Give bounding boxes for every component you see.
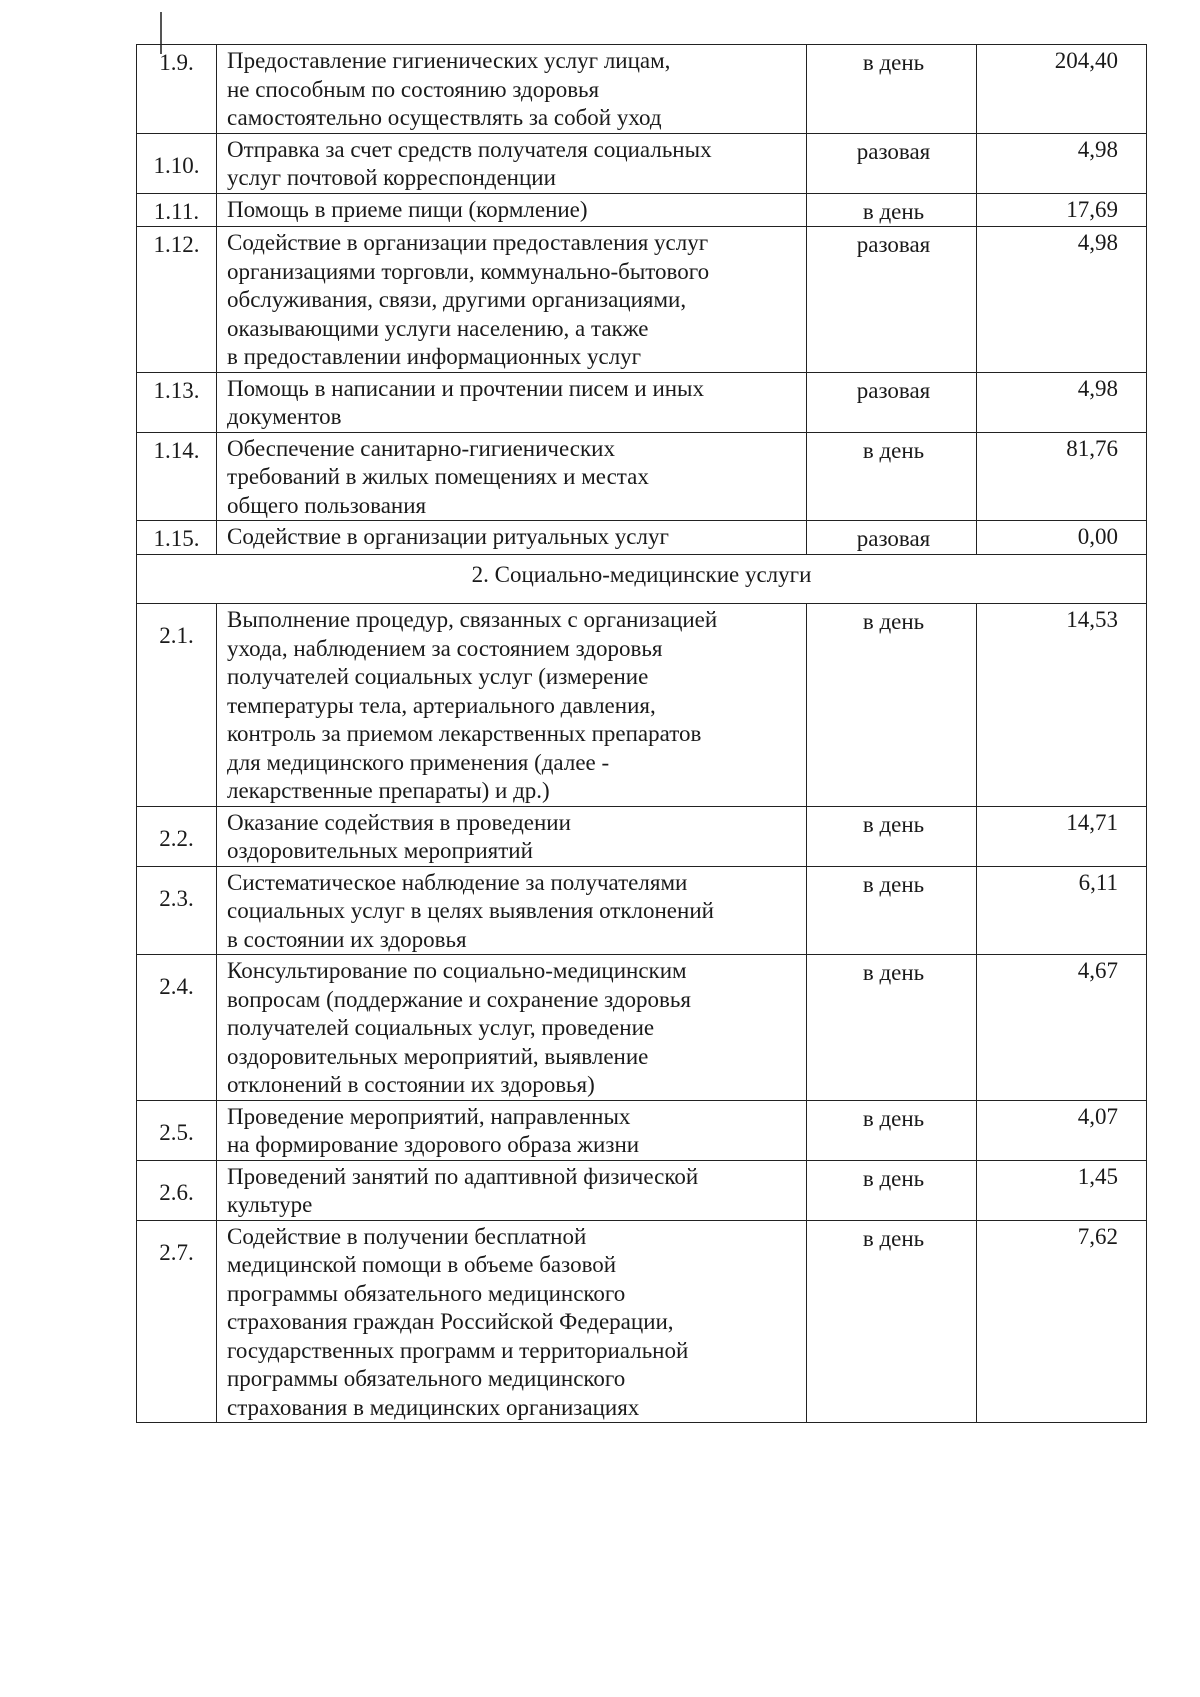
table-row	[137, 45, 1147, 134]
table-row	[137, 955, 1147, 1101]
service-price: 4,98	[977, 227, 1147, 373]
service-description: Содействие в организации предоставления услуг организациями торговли, коммунально-бытового обслуживания, связи, другими организациями, оказывающими услуги населению, а также в предоставлении информационных услуг	[217, 227, 807, 373]
service-description: Проведение мероприятий, направленных на формирование здорового образа жизни	[217, 1100, 807, 1160]
service-description: Выполнение процедур, связанных с организацией ухода, наблюдением за состоянием здоровья получателей социальных услуг (измерение температуры тела, артериального давления, контроль за приемом лекарственных препаратов для медицинского применения (далее - лекарственные препараты) и др.)	[217, 604, 807, 807]
row-number: 2.2.	[137, 806, 217, 866]
service-description: Содействие в получении бесплатной медицинской помощи в объеме базовой программы обязательного медицинского страхования граждан Российской Федерации, государственных программ и территориальной программы обязательного медицинского страхования в медицинских организациях	[217, 1220, 807, 1423]
services-tariff-table	[136, 44, 1147, 1423]
service-price: 4,67	[977, 955, 1147, 1101]
table-row	[137, 866, 1147, 955]
table-row	[137, 1220, 1147, 1423]
service-description: Обеспечение санитарно-гигиенических требований в жилых помещениях и местах общего пользования	[217, 432, 807, 521]
table-row	[137, 806, 1147, 866]
service-description: Консультирование по социально-медицинским вопросам (поддержание и сохранение здоровья получателей социальных услуг, проведение оздоровительных мероприятий, выявление отклонений в состоянии их здоровья)	[217, 955, 807, 1101]
section-title: 2. Социально-медицинские услуги	[137, 554, 1147, 604]
service-price: 14,53	[977, 604, 1147, 807]
service-unit: в день	[807, 1160, 977, 1220]
service-price: 204,40	[977, 45, 1147, 134]
row-number: 1.9.	[137, 45, 217, 134]
service-price: 1,45	[977, 1160, 1147, 1220]
service-description: Содействие в организации ритуальных услуг	[217, 521, 807, 555]
service-unit: разовая	[807, 133, 977, 193]
table-row	[137, 1100, 1147, 1160]
service-price: 17,69	[977, 193, 1147, 227]
service-description: Проведений занятий по адаптивной физической культуре	[217, 1160, 807, 1220]
row-number: 2.6.	[137, 1160, 217, 1220]
service-price: 4,98	[977, 133, 1147, 193]
service-unit: в день	[807, 866, 977, 955]
table-row	[137, 521, 1147, 555]
section-header-row	[137, 554, 1147, 604]
table-row	[137, 193, 1147, 227]
table-row	[137, 227, 1147, 373]
service-price: 4,07	[977, 1100, 1147, 1160]
table-row	[137, 1160, 1147, 1220]
row-number: 2.1.	[137, 604, 217, 807]
service-price: 14,71	[977, 806, 1147, 866]
service-price: 6,11	[977, 866, 1147, 955]
service-description: Помощь в написании и прочтении писем и иных документов	[217, 372, 807, 432]
table-row	[137, 604, 1147, 807]
row-number: 2.4.	[137, 955, 217, 1101]
service-description: Помощь в приеме пищи (кормление)	[217, 193, 807, 227]
service-unit: разовая	[807, 521, 977, 555]
row-number: 1.10.	[137, 133, 217, 193]
table-row	[137, 432, 1147, 521]
row-number: 1.12.	[137, 227, 217, 373]
table-row	[137, 133, 1147, 193]
row-number: 1.15.	[137, 521, 217, 555]
services-tariff-table-page	[136, 44, 1146, 1423]
service-unit: в день	[807, 45, 977, 134]
service-price: 7,62	[977, 1220, 1147, 1423]
service-price: 81,76	[977, 432, 1147, 521]
service-description: Предоставление гигиенических услуг лицам, не способным по состоянию здоровья самостоятельно осуществлять за собой уход	[217, 45, 807, 134]
service-description: Систематическое наблюдение за получателями социальных услуг в целях выявления отклонений в состоянии их здоровья	[217, 866, 807, 955]
service-unit: в день	[807, 806, 977, 866]
service-unit: разовая	[807, 227, 977, 373]
row-number: 1.14.	[137, 432, 217, 521]
service-price: 0,00	[977, 521, 1147, 555]
service-price: 4,98	[977, 372, 1147, 432]
service-unit: в день	[807, 432, 977, 521]
row-number: 2.7.	[137, 1220, 217, 1423]
service-unit: в день	[807, 193, 977, 227]
row-number: 1.13.	[137, 372, 217, 432]
service-unit: в день	[807, 604, 977, 807]
row-number: 2.5.	[137, 1100, 217, 1160]
service-description: Оказание содействия в проведении оздоровительных мероприятий	[217, 806, 807, 866]
row-number: 1.11.	[137, 193, 217, 227]
service-unit: разовая	[807, 372, 977, 432]
service-description: Отправка за счет средств получателя социальных услуг почтовой корреспонденции	[217, 133, 807, 193]
row-number: 2.3.	[137, 866, 217, 955]
service-unit: в день	[807, 955, 977, 1101]
service-unit: в день	[807, 1100, 977, 1160]
service-unit: в день	[807, 1220, 977, 1423]
table-row	[137, 372, 1147, 432]
